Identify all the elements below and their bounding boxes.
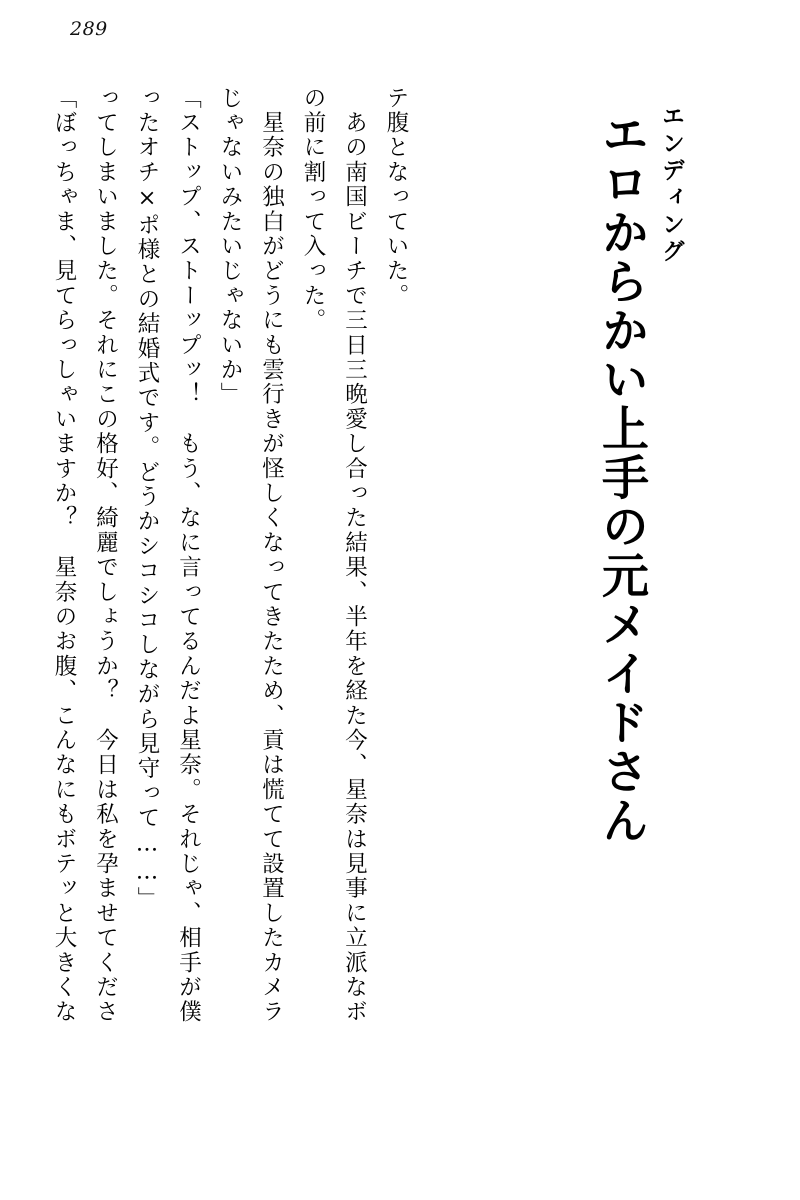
chapter-label: エンディング [658, 104, 684, 266]
body-column: テ腹となっていた。 [383, 86, 409, 309]
body-column: ったオチ×ポ様との結婚式です。どうかシコシコしながら見守って……」 [134, 86, 160, 912]
body-column: 「ぼっちゃま、見てらっしゃいますか？ 星奈のお腹、こんなにもボテッと大きくな [51, 86, 77, 1025]
page-number: 289 [70, 18, 108, 40]
body-column: 「ストップ、ストーップッ！ もう、なに言ってるんだよ星奈。それじゃ、相手が僕 [175, 86, 202, 1025]
body-column: 星奈の独白がどうにも雲行きが怪しくなってきたため、貢は慌てて設置したカメラ [258, 86, 285, 1025]
body-text [40, 86, 435, 1176]
body-column: の前に割って入った。 [300, 86, 326, 333]
chapter-title: エロからかい上手の元メイドさん [594, 110, 649, 845]
body-column: じゃないみたいじゃないか」 [217, 86, 243, 408]
body-column: あの南国ビーチで三日三晩愛し合った結果、半年を経た今、星奈は見事に立派なボ [341, 86, 368, 1025]
body-column: ってしまいました。それにこの格好、綺麗でしょうか？ 今日は私を孕ませてくださ [92, 86, 119, 1025]
